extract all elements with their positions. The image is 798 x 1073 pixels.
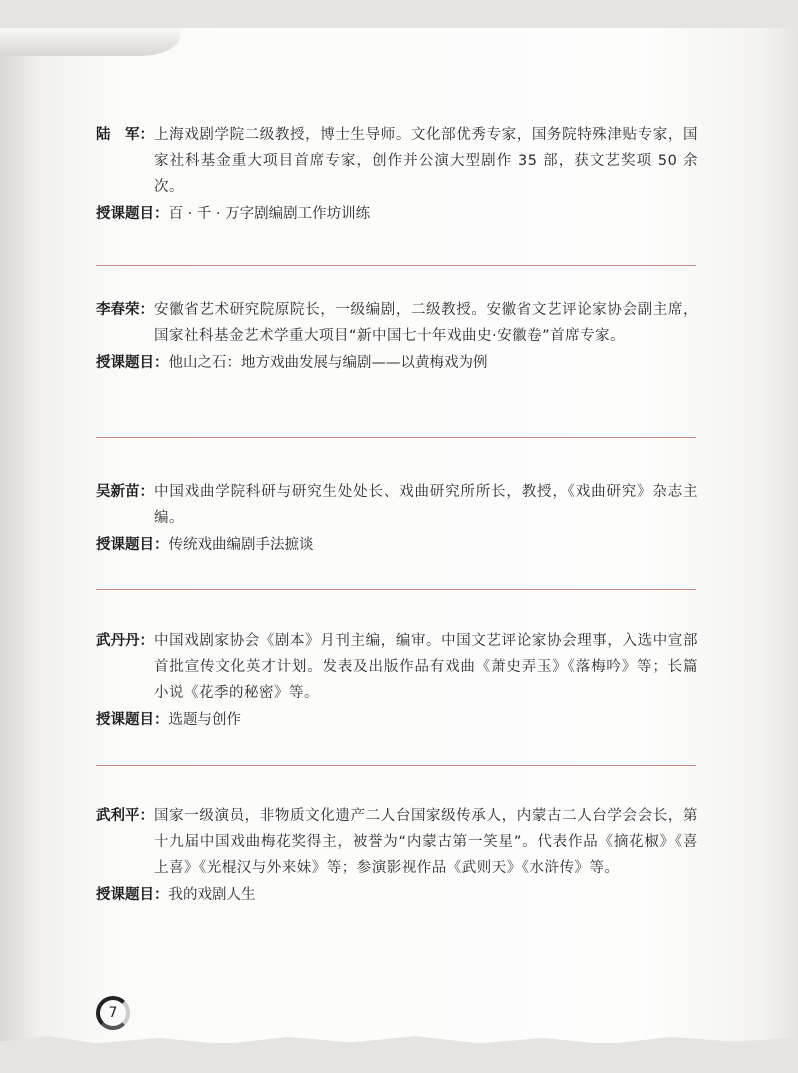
speaker-bio: 国家一级演员，非物质文化遗产二人台国家级传承人，内蒙古二人台学会会长，第十九届中国戏曲梅花奖得主，被誉为“内蒙古第一笑星”。代表作品《摘花椒》《喜上喜》《光棍汉与外来妹》等；参演影视作品《武则天》《水浒传》等。 (154, 808, 698, 876)
divider (96, 589, 696, 590)
speaker-bio: 中国戏曲学院科研与研究生处处长、戏曲研究所所长，教授，《戏曲研究》杂志主编。 (154, 484, 698, 526)
speaker-entry-3 (96, 479, 698, 558)
speaker-bio: 中国戏剧家协会《剧本》月刊主编，编审。中国文艺评论家协会理事，入选中宣部首批宣传文化英才计划。发表及出版作品有戏曲《萧史弄玉》《落梅吟》等；长篇小说《花季的秘密》等。 (154, 633, 698, 701)
speaker-name: 陆 军： (96, 126, 154, 143)
course-label: 授课题目： (96, 886, 169, 903)
course-row (96, 882, 698, 908)
course-row (96, 350, 698, 376)
speaker-name: 武丹丹： (96, 632, 154, 649)
course-label: 授课题目： (96, 536, 169, 553)
page-number: 7 (96, 996, 130, 1030)
speaker-name: 武利平： (96, 807, 154, 824)
divider (96, 765, 696, 766)
course-title: 传统戏曲编剧手法摭谈 (168, 537, 314, 553)
speaker-name: 吴新苗： (96, 483, 154, 500)
course-row (96, 707, 698, 733)
divider (96, 265, 696, 266)
course-label: 授课题目： (96, 354, 169, 371)
course-title: 他山之石：地方戏曲发展与编剧——以黄梅戏为例 (168, 355, 488, 371)
course-title: 百 · 千 · 万字剧编剧工作坊训练 (168, 206, 371, 222)
speaker-name: 李春荣： (96, 301, 154, 318)
course-row (96, 201, 698, 227)
speaker-bio: 安徽省艺术研究院原院长，一级编剧，二级教授。安徽省文艺评论家协会副主席，国家社科基金艺术学重大项目“新中国七十年戏曲史·安徽卷”首席专家。 (154, 302, 698, 344)
course-title: 选题与创作 (168, 712, 241, 728)
speaker-entry-2 (96, 297, 698, 376)
divider (96, 437, 696, 438)
scroll-roll-edge (0, 28, 180, 56)
course-label: 授课题目： (96, 205, 169, 222)
course-title: 我的戏剧人生 (168, 887, 256, 903)
speaker-entry-4 (96, 628, 698, 733)
course-label: 授课题目： (96, 711, 169, 728)
course-row (96, 532, 698, 558)
speaker-entry-5 (96, 803, 698, 908)
speaker-bio: 上海戏剧学院二级教授，博士生导师。文化部优秀专家，国务院特殊津贴专家，国家社科基金重大项目首席专家，创作并公演大型剧作 35 部，获文艺奖项 50 余次。 (154, 127, 698, 195)
speaker-entry-1 (96, 122, 698, 227)
